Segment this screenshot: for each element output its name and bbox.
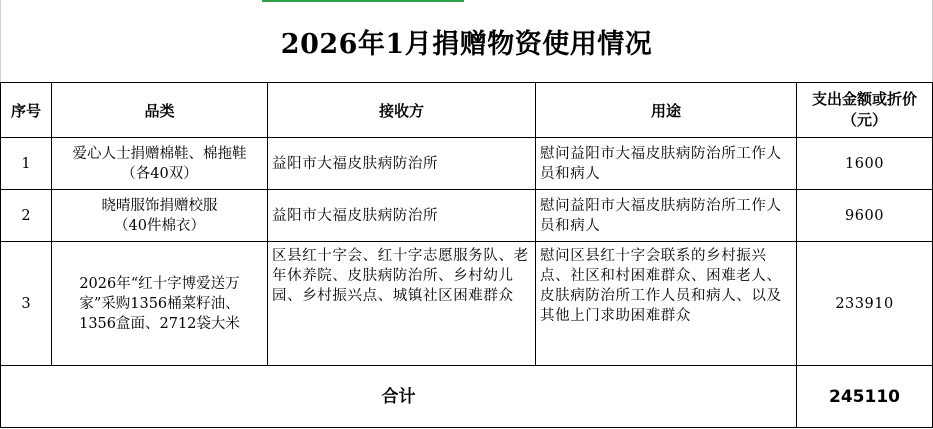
row-recipient: 区县红十字会、红十字志愿服务队、老年休养院、皮肤病防治所、乡村幼儿园、乡村振兴点、城镇社区困难群众 <box>268 242 536 366</box>
row-amount: 233910 <box>797 242 933 366</box>
row-index: 1 <box>1 138 52 190</box>
total-label: 合计 <box>1 366 797 428</box>
row-category: 2026年“红十字博爱送万家”采购1356桶菜籽油、1356盒面、2712袋大米 <box>52 242 268 366</box>
row-index: 2 <box>1 190 52 242</box>
header-category: 品类 <box>52 83 268 138</box>
page-title: 2026年1月捐赠物资使用情况 <box>280 28 653 60</box>
header-purpose: 用途 <box>536 83 797 138</box>
row-purpose: 慰问益阳市大福皮肤病防治所工作人员和病人 <box>536 190 797 242</box>
row-index: 3 <box>1 242 52 366</box>
total-value: 245110 <box>797 366 933 428</box>
table-row <box>1 242 933 366</box>
row-amount: 9600 <box>797 190 933 242</box>
header-row <box>1 83 933 138</box>
row-purpose: 慰问区县红十字会联系的乡村振兴点、社区和村困难群众、困难老人、皮肤病防治所工作人员和病人、以及其他上门求助困难群众 <box>536 242 797 366</box>
header-index: 序号 <box>1 83 52 138</box>
row-recipient: 益阳市大福皮肤病防治所 <box>268 138 536 190</box>
row-purpose: 慰问益阳市大福皮肤病防治所工作人员和病人 <box>536 138 797 190</box>
row-category: 爱心人士捐赠棉鞋、棉拖鞋（各40双） <box>52 138 268 190</box>
header-recipient: 接收方 <box>268 83 536 138</box>
header-amount: 支出金额或折价（元） <box>797 83 933 138</box>
table-row <box>1 190 933 242</box>
row-amount: 1600 <box>797 138 933 190</box>
table-row <box>1 138 933 190</box>
title-row <box>0 0 933 82</box>
row-recipient: 益阳市大福皮肤病防治所 <box>268 190 536 242</box>
total-row <box>1 366 933 428</box>
donation-table <box>0 82 933 428</box>
row-category: 晓晴服饰捐赠校服（40件棉衣） <box>52 190 268 242</box>
